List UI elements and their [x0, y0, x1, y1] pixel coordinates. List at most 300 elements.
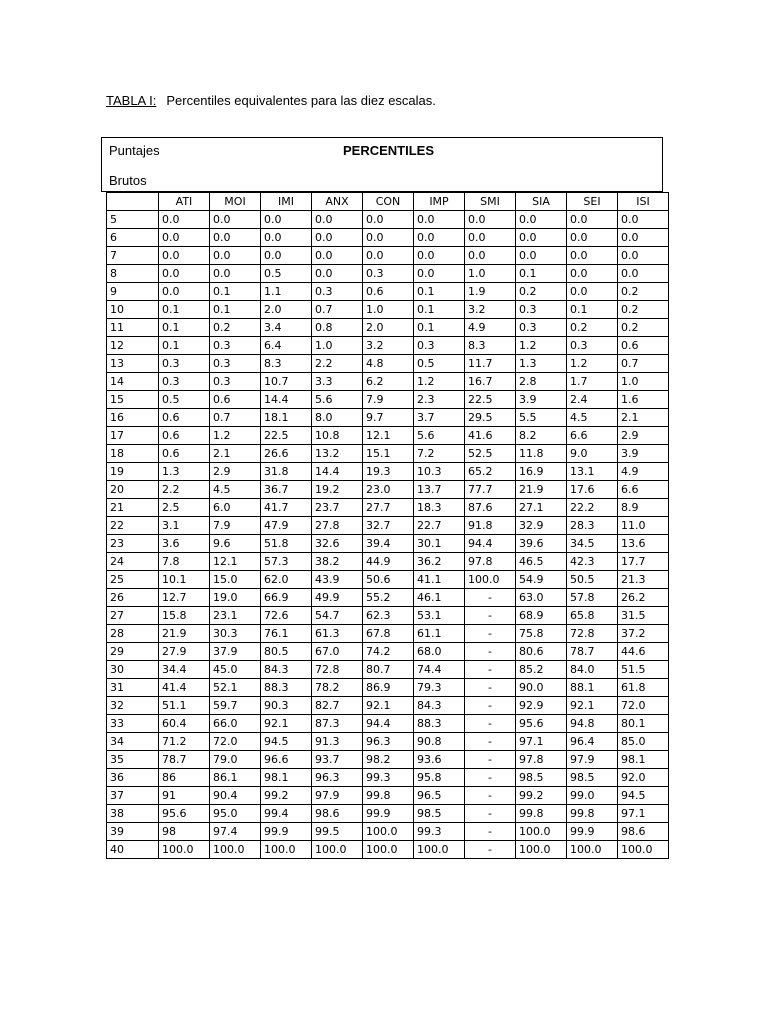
raw-score-cell: 36	[107, 769, 159, 787]
percentile-cell: 67.0	[312, 643, 363, 661]
percentile-cell: 6.6	[567, 427, 618, 445]
table-row	[107, 589, 669, 607]
column-header-smi: SMI	[465, 193, 516, 211]
percentile-cell: 17.7	[618, 553, 669, 571]
percentile-cell: 77.7	[465, 481, 516, 499]
table-row	[107, 841, 669, 859]
percentile-cell: 61.3	[312, 625, 363, 643]
percentile-cell: 5.6	[414, 427, 465, 445]
percentile-cell: -	[465, 769, 516, 787]
percentile-cell: 3.4	[261, 319, 312, 337]
raw-score-cell: 9	[107, 283, 159, 301]
percentile-cell: 72.0	[210, 733, 261, 751]
percentile-cell: 8.3	[261, 355, 312, 373]
table-row	[107, 265, 669, 283]
percentile-cell: 63.0	[516, 589, 567, 607]
percentile-cell: 97.1	[618, 805, 669, 823]
percentile-cell: 0.0	[210, 211, 261, 229]
table-row	[107, 211, 669, 229]
percentile-cell: 0.0	[261, 229, 312, 247]
percentile-cell: 0.1	[159, 337, 210, 355]
percentile-cell: 100.0	[159, 841, 210, 859]
raw-score-cell: 26	[107, 589, 159, 607]
percentile-cell: 37.9	[210, 643, 261, 661]
percentile-cell: 0.3	[312, 283, 363, 301]
raw-score-cell: 34	[107, 733, 159, 751]
percentile-cell: 0.1	[516, 265, 567, 283]
percentile-cell: 86.9	[363, 679, 414, 697]
table-row	[107, 787, 669, 805]
percentile-cell: 99.8	[567, 805, 618, 823]
raw-score-cell: 27	[107, 607, 159, 625]
raw-score-cell: 6	[107, 229, 159, 247]
table-row	[107, 337, 669, 355]
percentile-cell: 6.6	[618, 481, 669, 499]
percentile-cell: 79.0	[210, 751, 261, 769]
percentile-cell: 23.1	[210, 607, 261, 625]
percentile-cell: 92.1	[363, 697, 414, 715]
percentile-cell: 98.1	[261, 769, 312, 787]
percentile-cell: 38.2	[312, 553, 363, 571]
percentile-cell: 94.8	[567, 715, 618, 733]
table-row	[107, 607, 669, 625]
percentile-cell: -	[465, 679, 516, 697]
percentile-cell: 96.5	[414, 787, 465, 805]
percentile-cell: 62.3	[363, 607, 414, 625]
percentile-cell: 16.7	[465, 373, 516, 391]
percentile-cell: 84.0	[567, 661, 618, 679]
percentile-cell: 99.3	[363, 769, 414, 787]
percentile-cell: 30.3	[210, 625, 261, 643]
percentile-cell: 90.4	[210, 787, 261, 805]
raw-score-cell: 7	[107, 247, 159, 265]
percentile-cell: 2.1	[618, 409, 669, 427]
percentile-cell: 26.2	[618, 589, 669, 607]
percentile-cell: 2.5	[159, 499, 210, 517]
percentile-cell: 13.7	[414, 481, 465, 499]
percentile-cell: 94.4	[363, 715, 414, 733]
raw-score-cell: 30	[107, 661, 159, 679]
percentile-cell: 100.0	[516, 823, 567, 841]
percentile-cell: 93.6	[414, 751, 465, 769]
percentile-cell: 0.0	[516, 211, 567, 229]
table-row	[107, 319, 669, 337]
percentile-cell: 28.3	[567, 517, 618, 535]
percentile-cell: 2.2	[159, 481, 210, 499]
percentile-cell: -	[465, 715, 516, 733]
percentile-cell: 3.2	[465, 301, 516, 319]
percentile-cell: 2.9	[210, 463, 261, 481]
percentile-cell: 96.4	[567, 733, 618, 751]
percentile-cell: 8.3	[465, 337, 516, 355]
percentile-cell: 7.2	[414, 445, 465, 463]
percentile-cell: 11.0	[618, 517, 669, 535]
percentile-cell: 98.6	[312, 805, 363, 823]
percentile-cell: 4.5	[210, 481, 261, 499]
percentile-cell: 30.1	[414, 535, 465, 553]
percentile-cell: 6.4	[261, 337, 312, 355]
percentile-cell: 98.5	[414, 805, 465, 823]
raw-score-cell: 25	[107, 571, 159, 589]
percentile-cell: 2.8	[516, 373, 567, 391]
percentile-cell: 5.5	[516, 409, 567, 427]
raw-score-cell: 24	[107, 553, 159, 571]
raw-score-cell: 8	[107, 265, 159, 283]
table-row	[107, 733, 669, 751]
percentile-cell: 62.0	[261, 571, 312, 589]
percentile-cell: 10.1	[159, 571, 210, 589]
percentile-cell: 95.0	[210, 805, 261, 823]
percentile-cell: -	[465, 661, 516, 679]
percentile-cell: 68.9	[516, 607, 567, 625]
table-row	[107, 445, 669, 463]
column-header-moi: MOI	[210, 193, 261, 211]
percentile-cell: 21.3	[618, 571, 669, 589]
percentile-cell: 66.0	[210, 715, 261, 733]
percentile-cell: 93.7	[312, 751, 363, 769]
percentile-cell: 49.9	[312, 589, 363, 607]
raw-score-cell: 33	[107, 715, 159, 733]
raw-score-cell: 38	[107, 805, 159, 823]
percentile-cell: 0.1	[414, 283, 465, 301]
percentile-cell: 99.8	[363, 787, 414, 805]
percentile-cell: 47.9	[261, 517, 312, 535]
percentile-cell: 51.8	[261, 535, 312, 553]
percentile-cell: 99.2	[516, 787, 567, 805]
percentile-cell: 0.3	[159, 373, 210, 391]
percentile-cell: 85.2	[516, 661, 567, 679]
percentile-table	[106, 192, 669, 859]
table-row	[107, 661, 669, 679]
percentile-cell: 21.9	[516, 481, 567, 499]
percentile-cell: 95.6	[516, 715, 567, 733]
percentile-cell: 79.3	[414, 679, 465, 697]
percentile-cell: -	[465, 607, 516, 625]
table-row	[107, 499, 669, 517]
table-row	[107, 769, 669, 787]
percentile-cell: 1.3	[159, 463, 210, 481]
raw-score-cell: 5	[107, 211, 159, 229]
percentile-cell: 10.7	[261, 373, 312, 391]
percentile-cell: 55.2	[363, 589, 414, 607]
percentile-cell: 98.5	[516, 769, 567, 787]
percentile-cell: 44.6	[618, 643, 669, 661]
percentile-cell: 2.0	[261, 301, 312, 319]
percentile-cell: 100.0	[465, 571, 516, 589]
percentile-cell: 9.6	[210, 535, 261, 553]
percentile-cell: 0.2	[516, 283, 567, 301]
column-header-sia: SIA	[516, 193, 567, 211]
table-row	[107, 535, 669, 553]
percentile-cell: 0.0	[567, 247, 618, 265]
percentile-cell: 0.2	[210, 319, 261, 337]
percentile-cell: 0.0	[465, 229, 516, 247]
raw-score-cell: 18	[107, 445, 159, 463]
percentile-cell: 100.0	[210, 841, 261, 859]
percentile-cell: 41.6	[465, 427, 516, 445]
percentile-cell: 94.5	[618, 787, 669, 805]
percentile-cell: 3.3	[312, 373, 363, 391]
table-row	[107, 625, 669, 643]
percentile-cell: 0.3	[516, 319, 567, 337]
percentile-cell: 88.3	[261, 679, 312, 697]
percentile-cell: 4.5	[567, 409, 618, 427]
percentile-cell: 99.2	[261, 787, 312, 805]
percentile-cell: 98.2	[363, 751, 414, 769]
percentile-cell: 0.7	[210, 409, 261, 427]
percentile-cell: -	[465, 697, 516, 715]
percentile-cell: 7.8	[159, 553, 210, 571]
percentile-cell: 0.0	[567, 283, 618, 301]
percentile-cell: 0.0	[567, 211, 618, 229]
percentile-cell: 1.2	[516, 337, 567, 355]
percentile-cell: 91.3	[312, 733, 363, 751]
percentile-cell: 0.0	[363, 229, 414, 247]
percentile-cell: 32.7	[363, 517, 414, 535]
percentile-cell: 100.0	[363, 823, 414, 841]
percentile-cell: 0.0	[516, 229, 567, 247]
percentile-cell: 60.4	[159, 715, 210, 733]
raw-score-cell: 21	[107, 499, 159, 517]
percentile-cell: 85.0	[618, 733, 669, 751]
percentile-cell: 99.8	[516, 805, 567, 823]
percentile-cell: 3.6	[159, 535, 210, 553]
percentile-cell: 99.9	[261, 823, 312, 841]
percentile-cell: 32.6	[312, 535, 363, 553]
percentile-cell: 22.7	[414, 517, 465, 535]
percentile-cell: 10.8	[312, 427, 363, 445]
table-row	[107, 355, 669, 373]
percentile-cell: 94.5	[261, 733, 312, 751]
table-row	[107, 463, 669, 481]
table-row	[107, 643, 669, 661]
percentile-cell: 1.0	[618, 373, 669, 391]
percentile-cell: 11.8	[516, 445, 567, 463]
raw-score-cell: 17	[107, 427, 159, 445]
percentile-cell: 0.0	[465, 247, 516, 265]
raw-score-cell: 31	[107, 679, 159, 697]
percentile-cell: 84.3	[261, 661, 312, 679]
percentile-cell: 0.0	[414, 211, 465, 229]
percentile-cell: 96.6	[261, 751, 312, 769]
column-header-isi: ISI	[618, 193, 669, 211]
percentile-cell: 13.1	[567, 463, 618, 481]
table-body	[107, 211, 669, 859]
percentile-cell: 2.1	[210, 445, 261, 463]
percentile-cell: 1.3	[516, 355, 567, 373]
percentile-cell: 27.9	[159, 643, 210, 661]
percentile-cell: 46.5	[516, 553, 567, 571]
percentile-cell: 99.3	[414, 823, 465, 841]
percentile-cell: 0.1	[567, 301, 618, 319]
percentile-cell: 0.2	[618, 319, 669, 337]
percentile-cell: 3.9	[516, 391, 567, 409]
percentile-cell: 4.8	[363, 355, 414, 373]
percentile-cell: 3.1	[159, 517, 210, 535]
percentile-cell: 61.8	[618, 679, 669, 697]
percentile-cell: 0.0	[516, 247, 567, 265]
header-brutos: Brutos	[109, 173, 147, 188]
raw-score-cell: 14	[107, 373, 159, 391]
table-row	[107, 373, 669, 391]
percentile-cell: 100.0	[312, 841, 363, 859]
percentile-cell: 80.5	[261, 643, 312, 661]
percentile-cell: -	[465, 841, 516, 859]
raw-score-cell: 10	[107, 301, 159, 319]
percentile-cell: 0.0	[261, 211, 312, 229]
percentile-cell: 22.2	[567, 499, 618, 517]
percentile-cell: 34.4	[159, 661, 210, 679]
percentile-cell: 19.3	[363, 463, 414, 481]
percentile-cell: 0.0	[159, 265, 210, 283]
percentile-cell: 23.7	[312, 499, 363, 517]
percentile-cell: -	[465, 733, 516, 751]
percentile-cell: 100.0	[618, 841, 669, 859]
percentile-cell: 0.1	[210, 301, 261, 319]
percentile-cell: 21.9	[159, 625, 210, 643]
percentile-cell: 14.4	[261, 391, 312, 409]
percentile-cell: 29.5	[465, 409, 516, 427]
percentile-cell: 0.0	[159, 283, 210, 301]
percentile-cell: 26.6	[261, 445, 312, 463]
percentile-cell: 22.5	[465, 391, 516, 409]
percentile-cell: 44.9	[363, 553, 414, 571]
percentile-cell: 41.1	[414, 571, 465, 589]
percentile-cell: 27.7	[363, 499, 414, 517]
caption-text: Percentiles equivalentes para las diez escalas.	[166, 93, 436, 108]
percentile-cell: 88.1	[567, 679, 618, 697]
percentile-cell: 0.8	[312, 319, 363, 337]
caption-label: TABLA I:	[106, 93, 157, 108]
percentile-cell: 1.9	[465, 283, 516, 301]
raw-score-cell: 19	[107, 463, 159, 481]
percentile-cell: 59.7	[210, 697, 261, 715]
percentile-cell: 0.6	[210, 391, 261, 409]
column-header-con: CON	[363, 193, 414, 211]
percentile-cell: 0.6	[159, 427, 210, 445]
percentile-cell: 41.7	[261, 499, 312, 517]
percentile-cell: 34.5	[567, 535, 618, 553]
percentile-cell: 97.4	[210, 823, 261, 841]
percentile-cell: 98.6	[618, 823, 669, 841]
percentile-cell: 90.0	[516, 679, 567, 697]
raw-score-cell: 39	[107, 823, 159, 841]
percentile-cell: 3.7	[414, 409, 465, 427]
percentile-cell: 1.6	[618, 391, 669, 409]
raw-score-cell: 11	[107, 319, 159, 337]
percentile-cell: -	[465, 589, 516, 607]
percentile-cell: 0.0	[618, 265, 669, 283]
percentile-cell: 14.4	[312, 463, 363, 481]
percentile-cell: 0.0	[567, 229, 618, 247]
percentile-cell: 86.1	[210, 769, 261, 787]
table-row	[107, 409, 669, 427]
percentile-cell: 12.1	[363, 427, 414, 445]
percentile-cell: 97.8	[465, 553, 516, 571]
percentile-cell: 1.1	[261, 283, 312, 301]
percentile-cell: 0.6	[363, 283, 414, 301]
percentile-cell: 3.2	[363, 337, 414, 355]
percentile-cell: 53.1	[414, 607, 465, 625]
percentile-cell: 78.2	[312, 679, 363, 697]
percentile-cell: 94.4	[465, 535, 516, 553]
percentile-cell: 50.5	[567, 571, 618, 589]
percentile-cell: 12.7	[159, 589, 210, 607]
percentile-cell: 0.0	[414, 265, 465, 283]
percentile-cell: 0.0	[618, 211, 669, 229]
percentile-cell: 1.2	[210, 427, 261, 445]
percentile-cell: 92.1	[567, 697, 618, 715]
percentile-cell: 31.8	[261, 463, 312, 481]
raw-score-cell: 35	[107, 751, 159, 769]
percentile-cell: 5.6	[312, 391, 363, 409]
percentile-cell: 0.0	[261, 247, 312, 265]
percentile-cell: 8.9	[618, 499, 669, 517]
percentile-cell: 75.8	[516, 625, 567, 643]
percentile-cell: 0.0	[363, 247, 414, 265]
percentile-cell: 84.3	[414, 697, 465, 715]
percentile-cell: 0.3	[363, 265, 414, 283]
raw-score-cell: 15	[107, 391, 159, 409]
percentile-cell: 100.0	[516, 841, 567, 859]
percentile-cell: -	[465, 643, 516, 661]
table-row	[107, 391, 669, 409]
raw-score-cell: 16	[107, 409, 159, 427]
percentile-cell: 99.4	[261, 805, 312, 823]
column-header-imp: IMP	[414, 193, 465, 211]
percentile-cell: 18.3	[414, 499, 465, 517]
percentile-cell: 72.8	[567, 625, 618, 643]
percentile-cell: 78.7	[567, 643, 618, 661]
percentile-cell: 0.3	[210, 337, 261, 355]
percentile-cell: 98	[159, 823, 210, 841]
percentile-cell: 54.7	[312, 607, 363, 625]
percentile-cell: 99.9	[567, 823, 618, 841]
column-header-raw-score	[107, 193, 159, 211]
percentile-cell: 68.0	[414, 643, 465, 661]
raw-score-cell: 32	[107, 697, 159, 715]
raw-score-cell: 22	[107, 517, 159, 535]
percentile-cell: 6.2	[363, 373, 414, 391]
percentile-cell: 100.0	[261, 841, 312, 859]
percentile-cell: 7.9	[210, 517, 261, 535]
percentile-cell: 92.9	[516, 697, 567, 715]
percentile-cell: 0.5	[261, 265, 312, 283]
percentile-cell: 9.7	[363, 409, 414, 427]
percentile-cell: 97.1	[516, 733, 567, 751]
percentile-cell: 61.1	[414, 625, 465, 643]
percentile-cell: 52.5	[465, 445, 516, 463]
percentile-cell: 100.0	[414, 841, 465, 859]
percentile-cell: 91.8	[465, 517, 516, 535]
percentile-cell: 98.5	[567, 769, 618, 787]
table-row	[107, 805, 669, 823]
percentile-cell: 90.3	[261, 697, 312, 715]
column-header-sei: SEI	[567, 193, 618, 211]
table-caption	[106, 93, 436, 108]
table-row	[107, 823, 669, 841]
percentile-cell: 74.2	[363, 643, 414, 661]
percentile-cell: 0.6	[618, 337, 669, 355]
percentile-cell: 90.8	[414, 733, 465, 751]
percentile-cell: 57.3	[261, 553, 312, 571]
percentile-cell: 91	[159, 787, 210, 805]
percentile-cell: 98.1	[618, 751, 669, 769]
percentile-cell: 32.9	[516, 517, 567, 535]
percentile-cell: 4.9	[618, 463, 669, 481]
percentile-cell: 0.0	[210, 265, 261, 283]
percentile-cell: 76.1	[261, 625, 312, 643]
